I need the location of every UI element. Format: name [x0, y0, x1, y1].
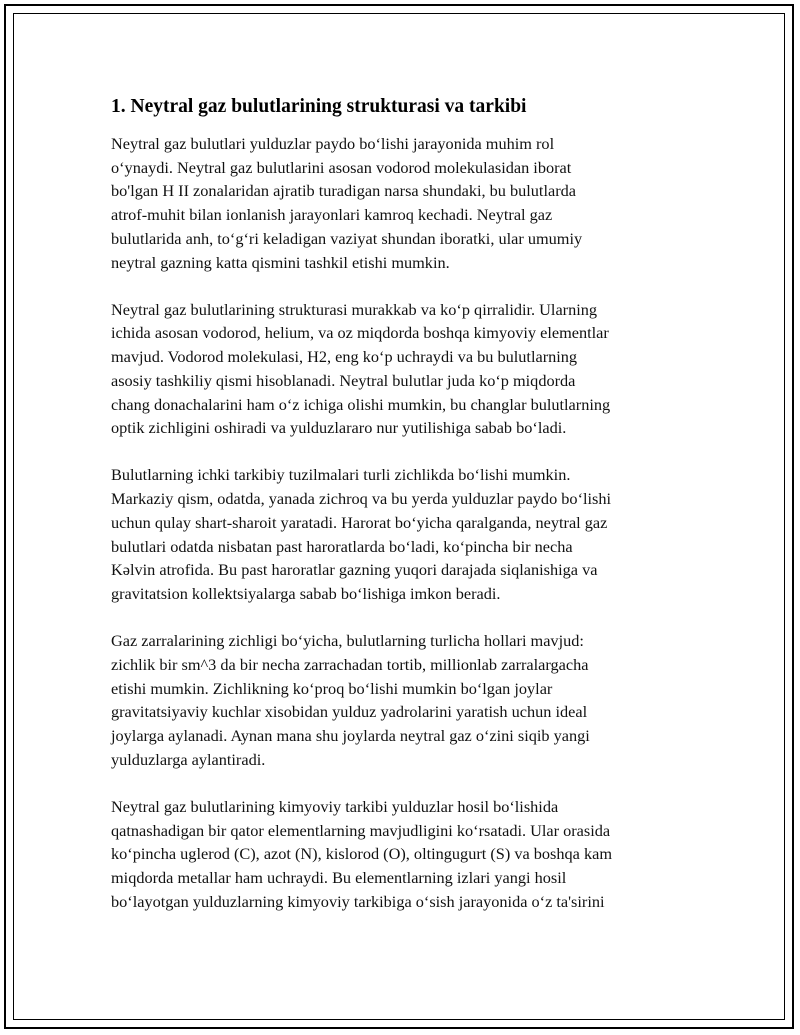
document-body	[111, 95, 686, 937]
paragraph-1: Neytral gaz bulutlari yulduzlar paydo bo‘lishi jarayonida muhim rol o‘ynaydi. Neytral gaz bulutlarini asosan vodorod molekulasidan iborat bo'lgan H II zonalaridan ajratib turadigan narsa shundaki, bu bulutlarda atrof-muhit bilan ionlanish jarayonlari kamroq kechadi. Neytral gaz bulutlarida anh, to‘g‘ri keladigan vaziyat shundan iboratki, ular umumiy neytral gazning katta qismini tashkil etishi mumkin.	[111, 134, 583, 272]
section-heading: 1. Neytral gaz bulutlarining strukturasi va tarkibi	[111, 96, 527, 117]
paragraph-5: Neytral gaz bulutlarining kimyoviy tarkibi yulduzlar hosil bo‘lishida qatnashadigan bir qator elementlarning mavjudligini ko‘rsatadi. Ular orasida ko‘pincha uglerod (C), azot (N), kislorod (O), oltingugurt (S) va boshqa kam miqdorda metallar ham uchraydi. Bu elementlarning izlari yangi hosil bo‘layotgan yulduzlarning kimyoviy tarkibiga o‘sish jarayonida o‘z ta'sirini	[111, 796, 612, 911]
paragraph-2: Neytral gaz bulutlarining strukturasi murakkab va ko‘p qirralidir. Ularning ichida asosan vodorod, helium, va oz miqdorda boshqa kimyoviy elementlar mavjud. Vodorod molekulasi, H2, eng ko‘p uchraydi va bu bulutlarning asosiy tashkiliy qismi hisoblanadi. Neytral bulutlar juda ko‘p miqdorda chang donachalarini ham o‘z ichiga olishi mumkin, bu changlar bulutlarning optik zichligini oshiradi va yulduzlararo nur yutilishiga sabab bo‘ladi.	[111, 299, 611, 438]
paragraph-3: Bulutlarning ichki tarkibiy tuzilmalari turli zichlikda bo‘lishi mumkin. Markaziy qism, odatda, yanada zichroq va bu yerda yulduzlar paydo bo‘lishi uchun qulay shart-sharoit yaratadi. Harorat bo‘yicha qaralganda, neytral gaz bulutlari odatda nisbatan past haroratlarda bo‘ladi, ko‘pincha bir necha Kəlvin atrofida. Bu past haroratlar gazning yuqori darajada siqlanishiga va gravitatsion kollektsiyalarga sabab bo‘lishiga imkon beradi.	[111, 465, 612, 603]
paragraph-4: Gaz zarralarining zichligi bo‘yicha, bulutlarning turlicha hollari mavjud: zichlik bir sm^3 da bir necha zarrachadan tortib, millionlab zarralargacha etishi mumkin. Zichlikning ko‘proq bo‘lishi mumkin bo‘lgan joylar gravitatsiyaviy kuchlar xisobidan yulduz yadrolarini yaratish uchun ideal joylarga aylanadi. Aynan mana shu joylarda neytral gaz o‘zini siqib yangi yulduzlarga aylantiradi.	[111, 631, 590, 769]
